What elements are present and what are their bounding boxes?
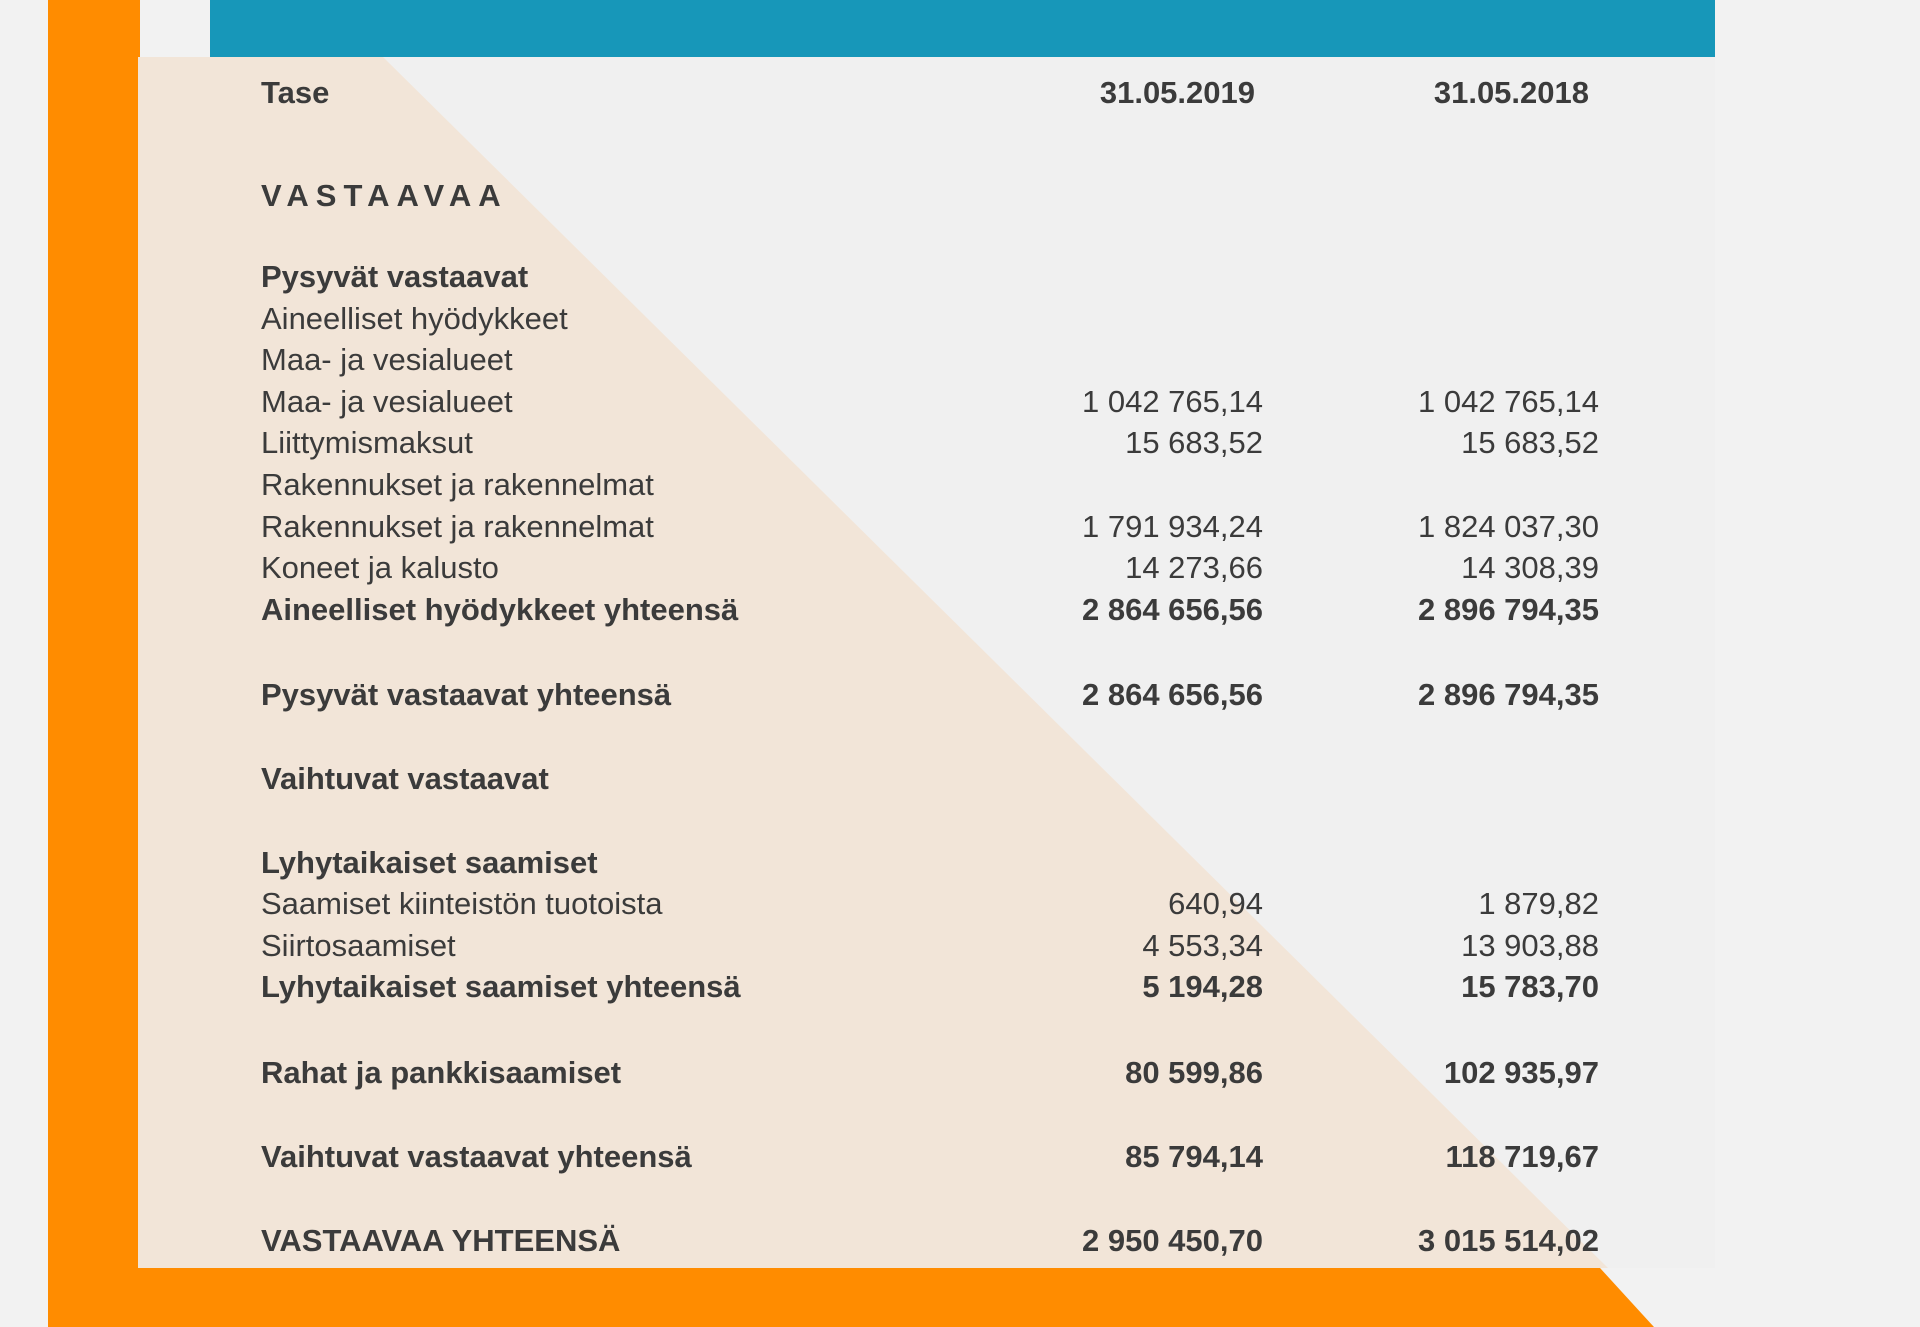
value-2019: 5 194,28: [1142, 969, 1263, 1004]
row-label: Vaihtuvat vastaavat: [261, 761, 549, 796]
value-2018: 13 903,88: [1461, 928, 1599, 963]
value-2018: 3 015 514,02: [1417, 1223, 1599, 1258]
table-row: [138, 423, 1715, 463]
row-label: Liittymismaksut: [261, 425, 473, 460]
row-label: Rakennukset ja rakennelmat: [261, 509, 654, 544]
header-row: [138, 73, 1715, 113]
section-title-row: [138, 176, 1715, 216]
value-2019: 1 042 765,14: [1081, 384, 1263, 419]
row-label: Rakennukset ja rakennelmat: [261, 467, 654, 502]
section-title: VASTAAVAA: [261, 178, 508, 213]
value-2019: 4 553,34: [1142, 928, 1263, 963]
table-row: [138, 465, 1715, 505]
value-2018: 1 824 037,30: [1417, 509, 1599, 544]
column-header-2018: 31.05.2018: [1433, 75, 1589, 110]
table-row: [138, 299, 1715, 339]
row-label: VASTAAVAA YHTEENSÄ: [261, 1223, 621, 1258]
row-label: Pysyvät vastaavat yhteensä: [261, 677, 672, 712]
row-label: Aineelliset hyödykkeet yhteensä: [261, 592, 739, 627]
column-header-2019: 31.05.2019: [1099, 75, 1255, 110]
document-title: Tase: [261, 75, 330, 110]
row-label: Maa- ja vesialueet: [261, 342, 513, 377]
table-row: [138, 590, 1715, 630]
value-2019: 14 273,66: [1125, 550, 1263, 585]
table-row: [138, 967, 1715, 1007]
row-label: Lyhytaikaiset saamiset: [261, 845, 598, 880]
row-label: Rahat ja pankkisaamiset: [261, 1055, 622, 1090]
table-row: [138, 1053, 1715, 1093]
value-2019: 2 864 656,56: [1081, 677, 1263, 712]
row-label: Siirtosaamiset: [261, 928, 456, 963]
value-2019: 1 791 934,24: [1081, 509, 1263, 544]
value-2018: 2 896 794,35: [1417, 677, 1599, 712]
value-2018: 102 935,97: [1443, 1055, 1599, 1090]
value-2019: 2 950 450,70: [1081, 1223, 1263, 1258]
table-row: [138, 1137, 1715, 1177]
table-row: [138, 507, 1715, 547]
row-label: Koneet ja kalusto: [261, 550, 499, 585]
value-2018: 14 308,39: [1461, 550, 1599, 585]
balance-sheet: [138, 57, 1715, 1268]
row-label: Saamiset kiinteistön tuotoista: [261, 886, 663, 921]
row-label: Maa- ja vesialueet: [261, 384, 513, 419]
table-row: [138, 382, 1715, 422]
value-2019: 2 864 656,56: [1081, 592, 1263, 627]
row-label: Vaihtuvat vastaavat yhteensä: [261, 1139, 692, 1174]
orange-frame-bottom: [48, 1268, 1654, 1327]
value-2019: 85 794,14: [1125, 1139, 1263, 1174]
table-row: [138, 884, 1715, 924]
table-row: [138, 926, 1715, 966]
balance-sheet-page: [138, 57, 1715, 1268]
table-row: [138, 1221, 1715, 1261]
row-label: Pysyvät vastaavat: [261, 259, 529, 294]
row-label: Aineelliset hyödykkeet: [261, 301, 568, 336]
value-2018: 15 683,52: [1461, 425, 1599, 460]
value-2019: 15 683,52: [1125, 425, 1263, 460]
value-2018: 1 042 765,14: [1417, 384, 1599, 419]
table-row: [138, 843, 1715, 883]
teal-header-bar: [210, 0, 1715, 57]
value-2019: 80 599,86: [1125, 1055, 1263, 1090]
table-row: [138, 675, 1715, 715]
table-row: [138, 340, 1715, 380]
value-2019: 640,94: [1168, 886, 1263, 921]
row-label: Lyhytaikaiset saamiset yhteensä: [261, 969, 741, 1004]
table-row: [138, 759, 1715, 799]
table-row: [138, 257, 1715, 297]
value-2018: 1 879,82: [1478, 886, 1599, 921]
orange-frame-left: [48, 0, 140, 1327]
value-2018: 15 783,70: [1461, 969, 1599, 1004]
value-2018: 118 719,67: [1445, 1139, 1599, 1174]
value-2018: 2 896 794,35: [1417, 592, 1599, 627]
table-row: [138, 548, 1715, 588]
